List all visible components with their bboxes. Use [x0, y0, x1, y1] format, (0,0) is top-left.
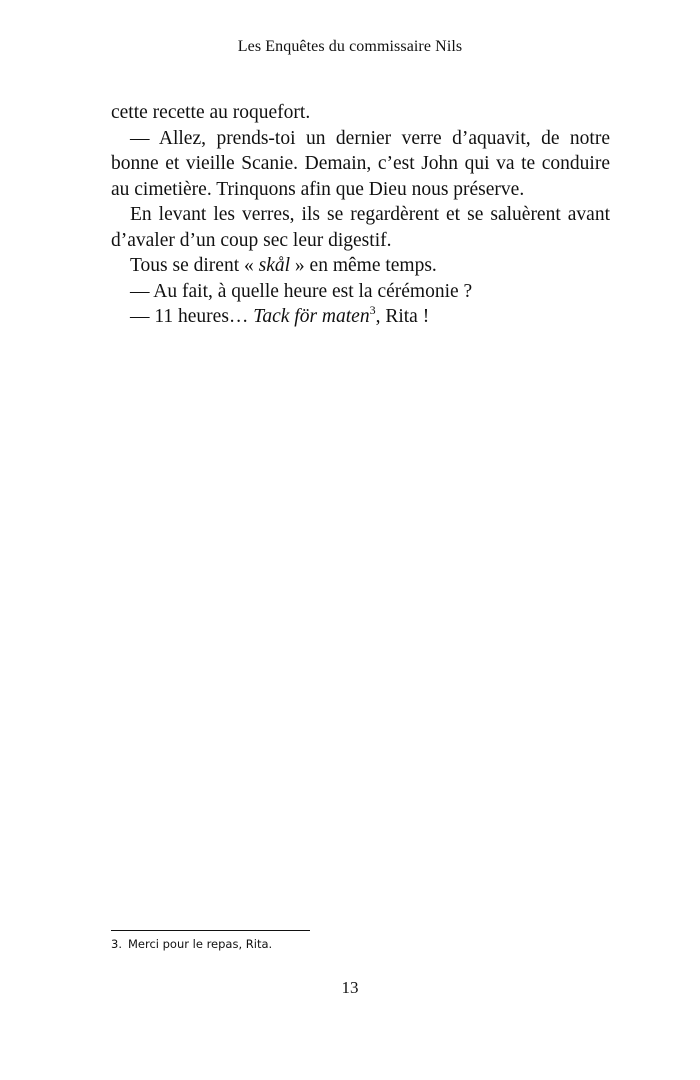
paragraph	[111, 253, 610, 279]
page-number: 13	[341, 978, 359, 997]
text-run: — 11 heures…	[130, 306, 254, 327]
italic-phrase: Tack för maten	[253, 306, 370, 327]
text-run: , Rita !	[375, 306, 430, 327]
footnote-reference[interactable]: 3	[369, 303, 376, 317]
footnote-text: Merci pour le repas, Rita.	[127, 937, 273, 951]
paragraph: — Au fait, à quelle heure est la cérémonie ?	[130, 280, 473, 302]
running-head: Les Enquêtes du commissaire Nils	[237, 38, 463, 55]
footnote-rule	[111, 930, 310, 931]
body-text	[111, 100, 610, 330]
paragraph: — Allez, prends-toi un dernier verre d’aquavit, de notre bonne et vieille Scanie. Demain, c’est John qui va te conduire au cimetière. Trinquons afin que Dieu nous préserve.	[111, 127, 610, 200]
paragraph	[111, 304, 610, 330]
italic-word: skål	[258, 255, 291, 276]
text-run: » en même temps.	[290, 255, 437, 276]
paragraph: cette recette au roquefort.	[111, 102, 311, 123]
footnote	[111, 936, 272, 952]
paragraph: En levant les verres, ils se regardèrent et se saluèrent avant d’avaler d’un coup sec leur digestif.	[111, 204, 610, 251]
footnote-number: 3.	[111, 937, 122, 951]
text-run: Tous se dirent «	[130, 255, 259, 276]
